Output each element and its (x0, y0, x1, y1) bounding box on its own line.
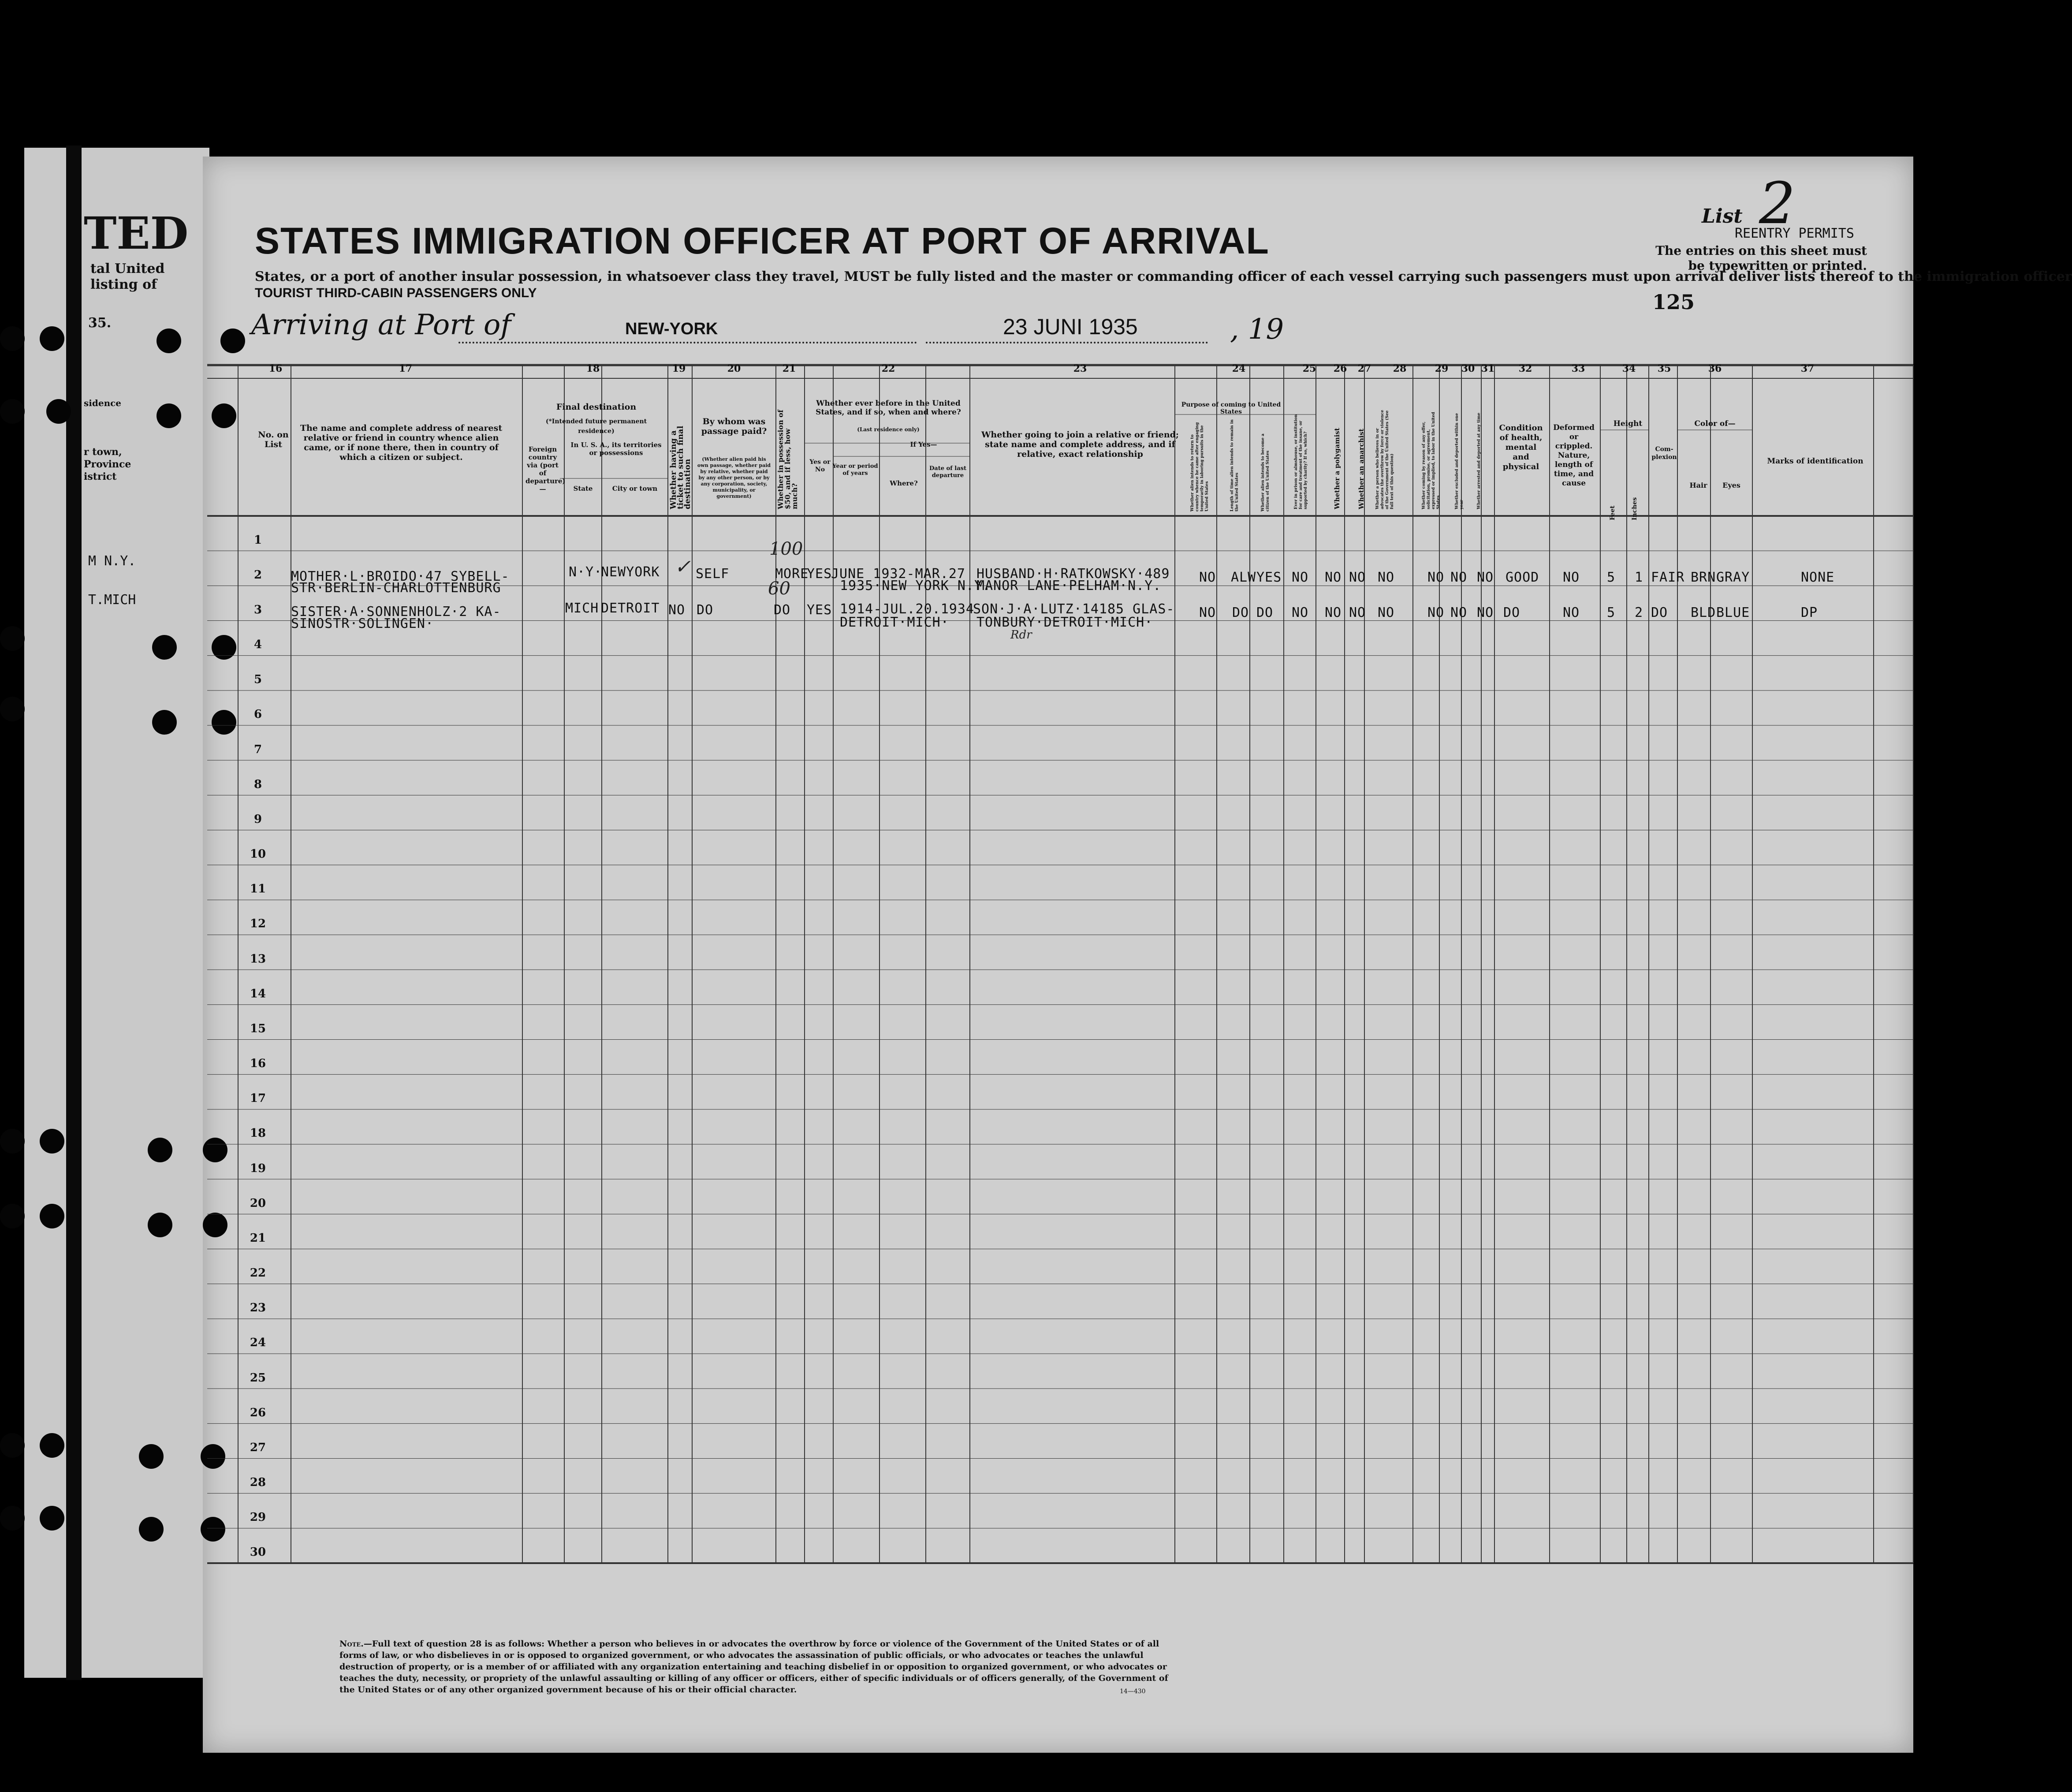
entry-1-c30: NO (1450, 570, 1468, 585)
footer-note-text: —Full text of question 28 is as follows: Whether a person who believes in or advocates the overthrow by force or violence of the Government of the United States or of all forms of law, or who disbelieves in or is opposed to organized government, or who advocates the assassination of public officials, or who advocates or teaches the unlawful destruction of property, or is a member of or affiliated with any organization entertaining and teaching disbelief in or opposition to organized government, or who advocates or teaches the duty, necessity, or propriety of the unlawful assaulting or killing of any officer or officers, either of specific individuals or of officers generally, of the Government of the United States or of any other organized government because of his or their official character. (339, 1639, 1168, 1695)
entry-1-joining: HUSBAND·H·RATKOWSKY·489 (976, 566, 1170, 582)
entry-1-c24c: YES (1256, 570, 1282, 585)
row-number: 30 (250, 1546, 266, 1559)
year-label: , 19 (1230, 313, 1284, 346)
entry-1-ticket: ✓ (675, 556, 691, 578)
header-c28: Whether a person who believes in or advocates the overthrow by force or violence of the Government of the United States (See full text of this question) (1375, 410, 1394, 509)
header-eyes: Eyes (1722, 481, 1740, 489)
header-c26: Whether a polygamist (1333, 428, 1341, 509)
entry-2-relative: SISTER·A·SONNENHOLZ·2 KA- (291, 604, 501, 620)
column-number: 37 (1800, 363, 1815, 374)
entry-2-money-hand: 60 (768, 579, 790, 599)
left-fragment-title: TED (84, 207, 189, 259)
entry-1-marks: NONE (1801, 570, 1835, 585)
entry-2-c31: NO (1477, 605, 1494, 620)
header-passage-note: (Whether alien paid his own passage, whether paid by relative, whether paid by any other person, or by any corporation, society, municipality, or government) (697, 456, 771, 499)
entry-2-joining: SON·J·A·LUTZ·14185 GLAS- (973, 601, 1175, 617)
page-title: STATES IMMIGRATION OFFICER AT PORT OF ARRIVAL (255, 220, 1270, 261)
row-number: 27 (250, 1441, 266, 1454)
entry-1-c24a: NO (1199, 570, 1216, 585)
column-number: 34 (1622, 363, 1636, 374)
column-number: 24 (1232, 363, 1246, 374)
header-c32: Condition of health, mental and physical (1499, 423, 1543, 471)
left-fragment-line: listing of (90, 277, 157, 292)
header-state: State (573, 485, 593, 493)
passenger-class: TOURIST THIRD-CABIN PASSENGERS ONLY (255, 286, 537, 300)
header-passage-paid: By whom was passage paid? (701, 417, 767, 436)
column-number: 17 (399, 363, 413, 374)
footer-note-label: Note. (339, 1639, 364, 1649)
list-label: List (1702, 205, 1743, 228)
entry-1-deformed: NO (1563, 570, 1580, 585)
left-fragment-col-head: istrict (84, 471, 117, 482)
row-number: 9 (253, 812, 262, 826)
left-fragment-line: tal United (90, 261, 165, 276)
entry-2-joining-hand: Rdr (1010, 628, 1032, 642)
header-c24b: Length of time alien intends to remain in the United States (1230, 419, 1239, 511)
row-number: 26 (250, 1406, 266, 1419)
column-number: 16 (268, 363, 283, 374)
column-number: 27 (1357, 363, 1371, 374)
entry-2-c24b: DO (1232, 605, 1249, 620)
entry-2-marks: DP (1801, 605, 1818, 620)
header-years: Year or period of years (832, 463, 878, 477)
left-fragment-value: T.MICH (88, 592, 136, 608)
entry-1-c26: NO (1325, 570, 1342, 585)
row-number: 28 (250, 1476, 266, 1490)
row-number: 17 (250, 1092, 266, 1105)
entry-2-c29: NO (1427, 605, 1445, 620)
row-number: 22 (250, 1266, 266, 1280)
entry-2-city: DETROIT (601, 601, 660, 616)
entry-1-city: NEWYORK (601, 564, 660, 580)
entry-1-complexion: FAIR (1651, 570, 1685, 585)
header-yes-no: Yes or No (809, 459, 831, 473)
header-complexion: Com-plexion (1651, 446, 1677, 461)
header-c30: Whether excluded and deported within one year (1455, 413, 1464, 509)
column-number: 22 (881, 363, 895, 374)
header-before-in-us: Whether ever before in the United States, and if so, when and where? (816, 399, 961, 417)
entry-2-before: YES (807, 602, 832, 618)
row-number: 1 (253, 533, 262, 547)
form-code: 14—430 (1120, 1688, 1146, 1695)
entry-2-deformed: NO (1563, 605, 1580, 620)
row-number: 24 (250, 1336, 266, 1350)
entry-2-c27: NO (1349, 605, 1366, 620)
column-number: 21 (782, 363, 796, 374)
header-ticket: Whether having a ticket to such final destination (669, 426, 692, 509)
row-number: 25 (250, 1371, 266, 1385)
entry-1-c24b: ALW (1231, 570, 1256, 585)
entry-1-hair: BRN (1691, 570, 1716, 585)
entry-1-c29: NO (1427, 570, 1445, 585)
entry-2-c28: NO (1378, 605, 1395, 620)
entry-2-complexion: DO (1651, 605, 1668, 620)
header-c24a: Whether alien intends to return to country whence he came after engaging temporarily in laboring pursuits in the United States (1190, 422, 1209, 511)
header-in-usa: In U. S. A., its territories or possessions (570, 441, 662, 457)
entry-2-passage: DO (697, 602, 714, 618)
header-c31: Whether arrested and deported at any time (1477, 413, 1481, 509)
sheet-number: 125 (1652, 290, 1695, 314)
entry-1-feet: 5 (1607, 570, 1616, 585)
column-number: 30 (1461, 363, 1475, 374)
row-number: 5 (253, 673, 262, 687)
column-number: 20 (727, 363, 741, 374)
entry-2-ticket: NO (668, 602, 686, 618)
entry-2-joining: TONBURY·DETROIT·MICH· (976, 615, 1153, 630)
column-number: 23 (1073, 363, 1087, 374)
entry-1-c31: NO (1477, 570, 1494, 585)
header-foreign-country: Foreign country via (port of departure)— (525, 445, 566, 493)
header-before-note: (Last residence only) (857, 426, 920, 433)
header-feet: Feet (1609, 505, 1616, 520)
entry-1-relative: MOTHER·L·BROIDO·47 SYBELL- (291, 569, 510, 584)
footer-note (339, 1638, 1173, 1695)
entry-1-years: 1935·NEW YORK N.Y. (840, 578, 991, 594)
entry-2-c24c: DO (1256, 605, 1274, 620)
column-number: 31 (1481, 363, 1495, 374)
header-no-on-list: No. on List (258, 430, 289, 449)
header-relative-abroad: The name and complete address of nearest relative or friend in country whence alien came, or if none there, then in country of which a citizen or subject. (300, 423, 503, 462)
row-number: 10 (250, 847, 266, 861)
column-number: 36 (1708, 363, 1722, 374)
row-number: 3 (253, 603, 262, 616)
row-number: 18 (250, 1127, 266, 1140)
entries-note: The entries on this sheet must be typewritten or printed. (1655, 243, 1867, 273)
row-number: 6 (253, 708, 262, 721)
entry-1-eyes: GRAY (1716, 570, 1750, 585)
header-city: City or town (612, 485, 658, 493)
column-number: 19 (672, 363, 686, 374)
row-number: 21 (250, 1231, 266, 1245)
row-number: 29 (250, 1511, 266, 1524)
header-hair: Hair (1689, 481, 1707, 489)
header-joining: Whether going to join a relative or friend; state name and complete address, and if relative, exact relationship (981, 430, 1179, 459)
left-fragment-value: M N.Y. (88, 553, 136, 569)
reentry-stamp: REENTRY PERMITS (1735, 226, 1854, 241)
entry-2-health: DO (1503, 605, 1520, 620)
row-number: 19 (250, 1161, 266, 1175)
entry-1-c27: NO (1349, 570, 1366, 585)
entry-2-c30: NO (1450, 605, 1468, 620)
row-number: 16 (250, 1057, 266, 1071)
row-number: 8 (253, 777, 262, 791)
row-number: 15 (250, 1022, 266, 1035)
column-number: 35 (1657, 363, 1671, 374)
row-number: 20 (250, 1196, 266, 1210)
list-number: 2 (1759, 170, 1796, 237)
arrival-date: 23 JUNI 1935 (1003, 314, 1138, 339)
column-number: 18 (586, 363, 600, 374)
entry-2-state: MICH (565, 601, 599, 616)
entry-1-health: GOOD (1506, 570, 1539, 585)
left-fragment-col-head: sidence (84, 398, 122, 408)
entry-1-c25: NO (1292, 570, 1309, 585)
header-color-of: Color of— (1694, 419, 1736, 428)
entry-1-inches: 1 (1635, 570, 1643, 585)
column-number: 26 (1333, 363, 1347, 374)
header-c29: Whether coming by reason of any offer, solicitation, promise, or agreement, expressed or implied, to labor in the United States (1422, 412, 1441, 509)
left-fragment-line: 35. (88, 315, 112, 331)
entry-1-money: MORE (775, 566, 809, 582)
row-number: 13 (250, 952, 266, 966)
header-c27: Whether an anarchist (1357, 428, 1365, 509)
entry-1-money-hand: 100 (769, 539, 803, 559)
column-number: 29 (1435, 363, 1449, 374)
arriving-label: Arriving at Port of (251, 309, 511, 341)
entry-2-c25: NO (1292, 605, 1309, 620)
entry-2-c24a: NO (1199, 605, 1216, 620)
column-number: 25 (1302, 363, 1316, 374)
header-final-destination: Final destination (556, 402, 637, 412)
header-final-destination-note: (*Intended future permanent residence) (545, 418, 647, 435)
entry-2-money: DO (774, 602, 791, 618)
header-c24c: Whether alien intends to become a citizen of the United States (1261, 433, 1270, 511)
port-of-arrival: NEW-YORK (625, 320, 718, 338)
entry-1-joining: MANOR LANE·PELHAM·N.Y. (976, 578, 1162, 594)
row-number: 12 (250, 917, 266, 931)
header-purpose: Purpose of coming to United States (1181, 401, 1281, 415)
entry-1-before: YES (807, 566, 832, 582)
header-if-yes: If Yes— (910, 441, 937, 448)
header-inches: Inches (1631, 497, 1638, 520)
entry-2-years: 1914-JUL.20.1934 (840, 601, 974, 617)
entry-2-hair: BLD (1691, 605, 1716, 620)
instructions-text: States, or a port of another insular possession, in whatsoever class they travel, MUST be fully listed and the master or commanding officer of each vessel carrying such passengers must upon arrival deliver lists thereof to the immigration officer (255, 269, 2072, 284)
entry-1-c28: NO (1378, 570, 1395, 585)
header-c33: Deformed or crippled. Nature, length of time, and cause (1553, 423, 1595, 488)
header-marks: Marks of identification (1767, 457, 1863, 466)
entry-2-c26: NO (1325, 605, 1342, 620)
entry-2-inches: 2 (1635, 605, 1643, 620)
column-number: 33 (1571, 363, 1585, 374)
entry-1-passage: SELF (696, 566, 730, 582)
header-where: Where? (890, 479, 918, 487)
left-fragment-col-head: r town, (84, 446, 122, 458)
entry-1-years: JUNE 1932-MAR.27 (831, 566, 965, 582)
row-number: 2 (253, 568, 262, 582)
entry-2-relative: SINOSTR·SOLINGEN· (291, 616, 434, 631)
entry-1-state: N·Y· (569, 564, 603, 580)
entry-1-relative: STR·BERLIN-CHARLOTTENBURG (291, 580, 501, 596)
header-departure: Date of last departure (929, 465, 966, 479)
header-c25: Ever in prison or almshouse, or institution for care and treatment of the insane, or supported by charity? If so, which? (1294, 414, 1308, 509)
row-number: 23 (250, 1301, 266, 1315)
column-number: 28 (1393, 363, 1407, 374)
entry-2-eyes: BLUE (1716, 605, 1750, 620)
header-height: Height (1613, 419, 1643, 428)
row-number: 4 (253, 638, 262, 652)
column-number: 32 (1518, 363, 1532, 374)
entry-2-feet: 5 (1607, 605, 1616, 620)
entry-2-years: DETROIT·MICH· (840, 615, 949, 630)
left-fragment-col-head: Province (84, 459, 131, 470)
row-number: 11 (250, 882, 266, 896)
row-number: 7 (253, 743, 262, 756)
row-number: 14 (250, 987, 266, 1001)
header-money: Whether in possession of $50, and if less, how much? (776, 410, 799, 509)
